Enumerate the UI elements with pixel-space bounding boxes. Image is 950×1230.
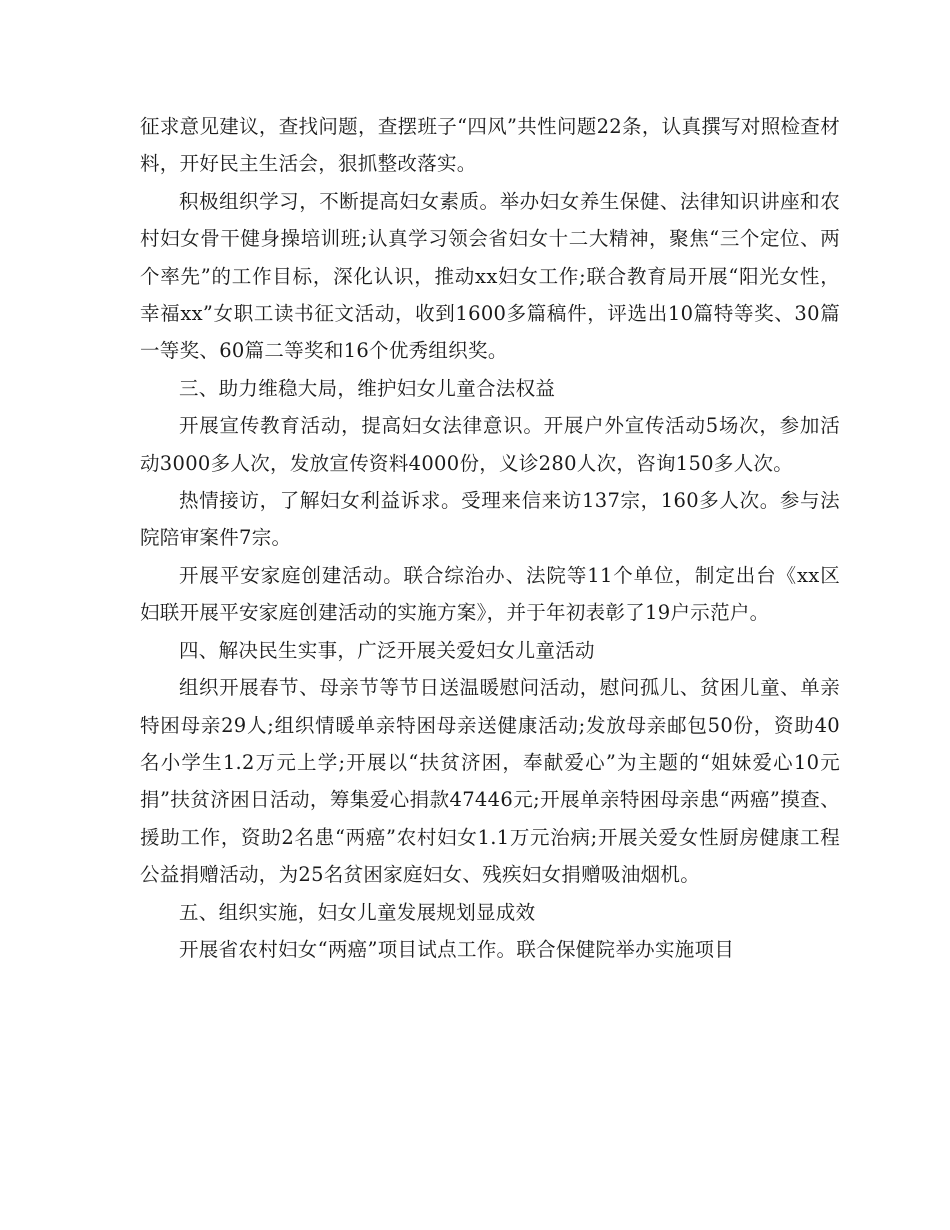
paragraph-10: 开展省农村妇女“两癌”项目试点工作。联合保健院举办实施项目 [179, 937, 735, 961]
document-page [140, 108, 840, 968]
paragraph-6: 开展平安家庭创建活动。联合综治办、法院等11个单位，制定出台《xx区妇联开展平安家庭创建活动的实施方案》，并于年初表彰了19户示范户。 [140, 563, 840, 625]
section-heading-3: 三、助力维稳大局，维护妇女儿童合法权益 [179, 376, 556, 400]
paragraph-1: 征求意见建议，查找问题，查摆班子“四风”共性问题22条，认真撰写对照检查材料，开好民主生活会，狠抓整改落实。 [140, 115, 840, 176]
section-heading-4: 四、解决民生实事，广泛开展关爱妇女儿童活动 [179, 638, 595, 662]
section-heading-5: 五、组织实施，妇女儿童发展规划显成效 [179, 900, 536, 924]
paragraph-5: 热情接访，了解妇女利益诉求。受理来信来访137宗，160多人次。参与法院陪审案件7宗。 [140, 489, 840, 550]
paragraph-2: 积极组织学习，不断提高妇女素质。举办妇女养生保健、法律知识讲座和农村妇女骨干健身操培训班;认真学习领会省妇女十二大精神，聚焦“三个定位、两个率先”的工作目标，深化认识，推动xx妇女工作;联合教育局开展“阳光女性，幸福xx”女职工读书征文活动，收到1600多篇稿件，评选出10篇特等奖、30篇一等奖、60篇二等奖和16个优秀组织奖。 [140, 189, 840, 363]
paragraph-8: 组织开展春节、母亲节等节日送温暖慰问活动，慰问孤儿、贫困儿童、单亲特困母亲29人;组织情暖单亲特困母亲送健康活动;发放母亲邮包50份，资助40名小学生1.2万元上学;开展以“扶贫济困，奉献爱心”为主题的“姐妹爱心10元捐”扶贫济困日活动，筹集爱心捐款47446元;开展单亲特困母亲患“两癌”摸查、援助工作，资助2名患“两癌”农村妇女1.1万元治病;开展关爱女性厨房健康工程公益捐赠活动，为25名贫困家庭妇女、残疾妇女捐赠吸油烟机。 [140, 676, 840, 887]
paragraph-4: 开展宣传教育活动，提高妇女法律意识。开展户外宣传活动5场次，参加活动3000多人次，发放宣传资料4000份，义诊280人次，咨询150多人次。 [140, 414, 840, 475]
